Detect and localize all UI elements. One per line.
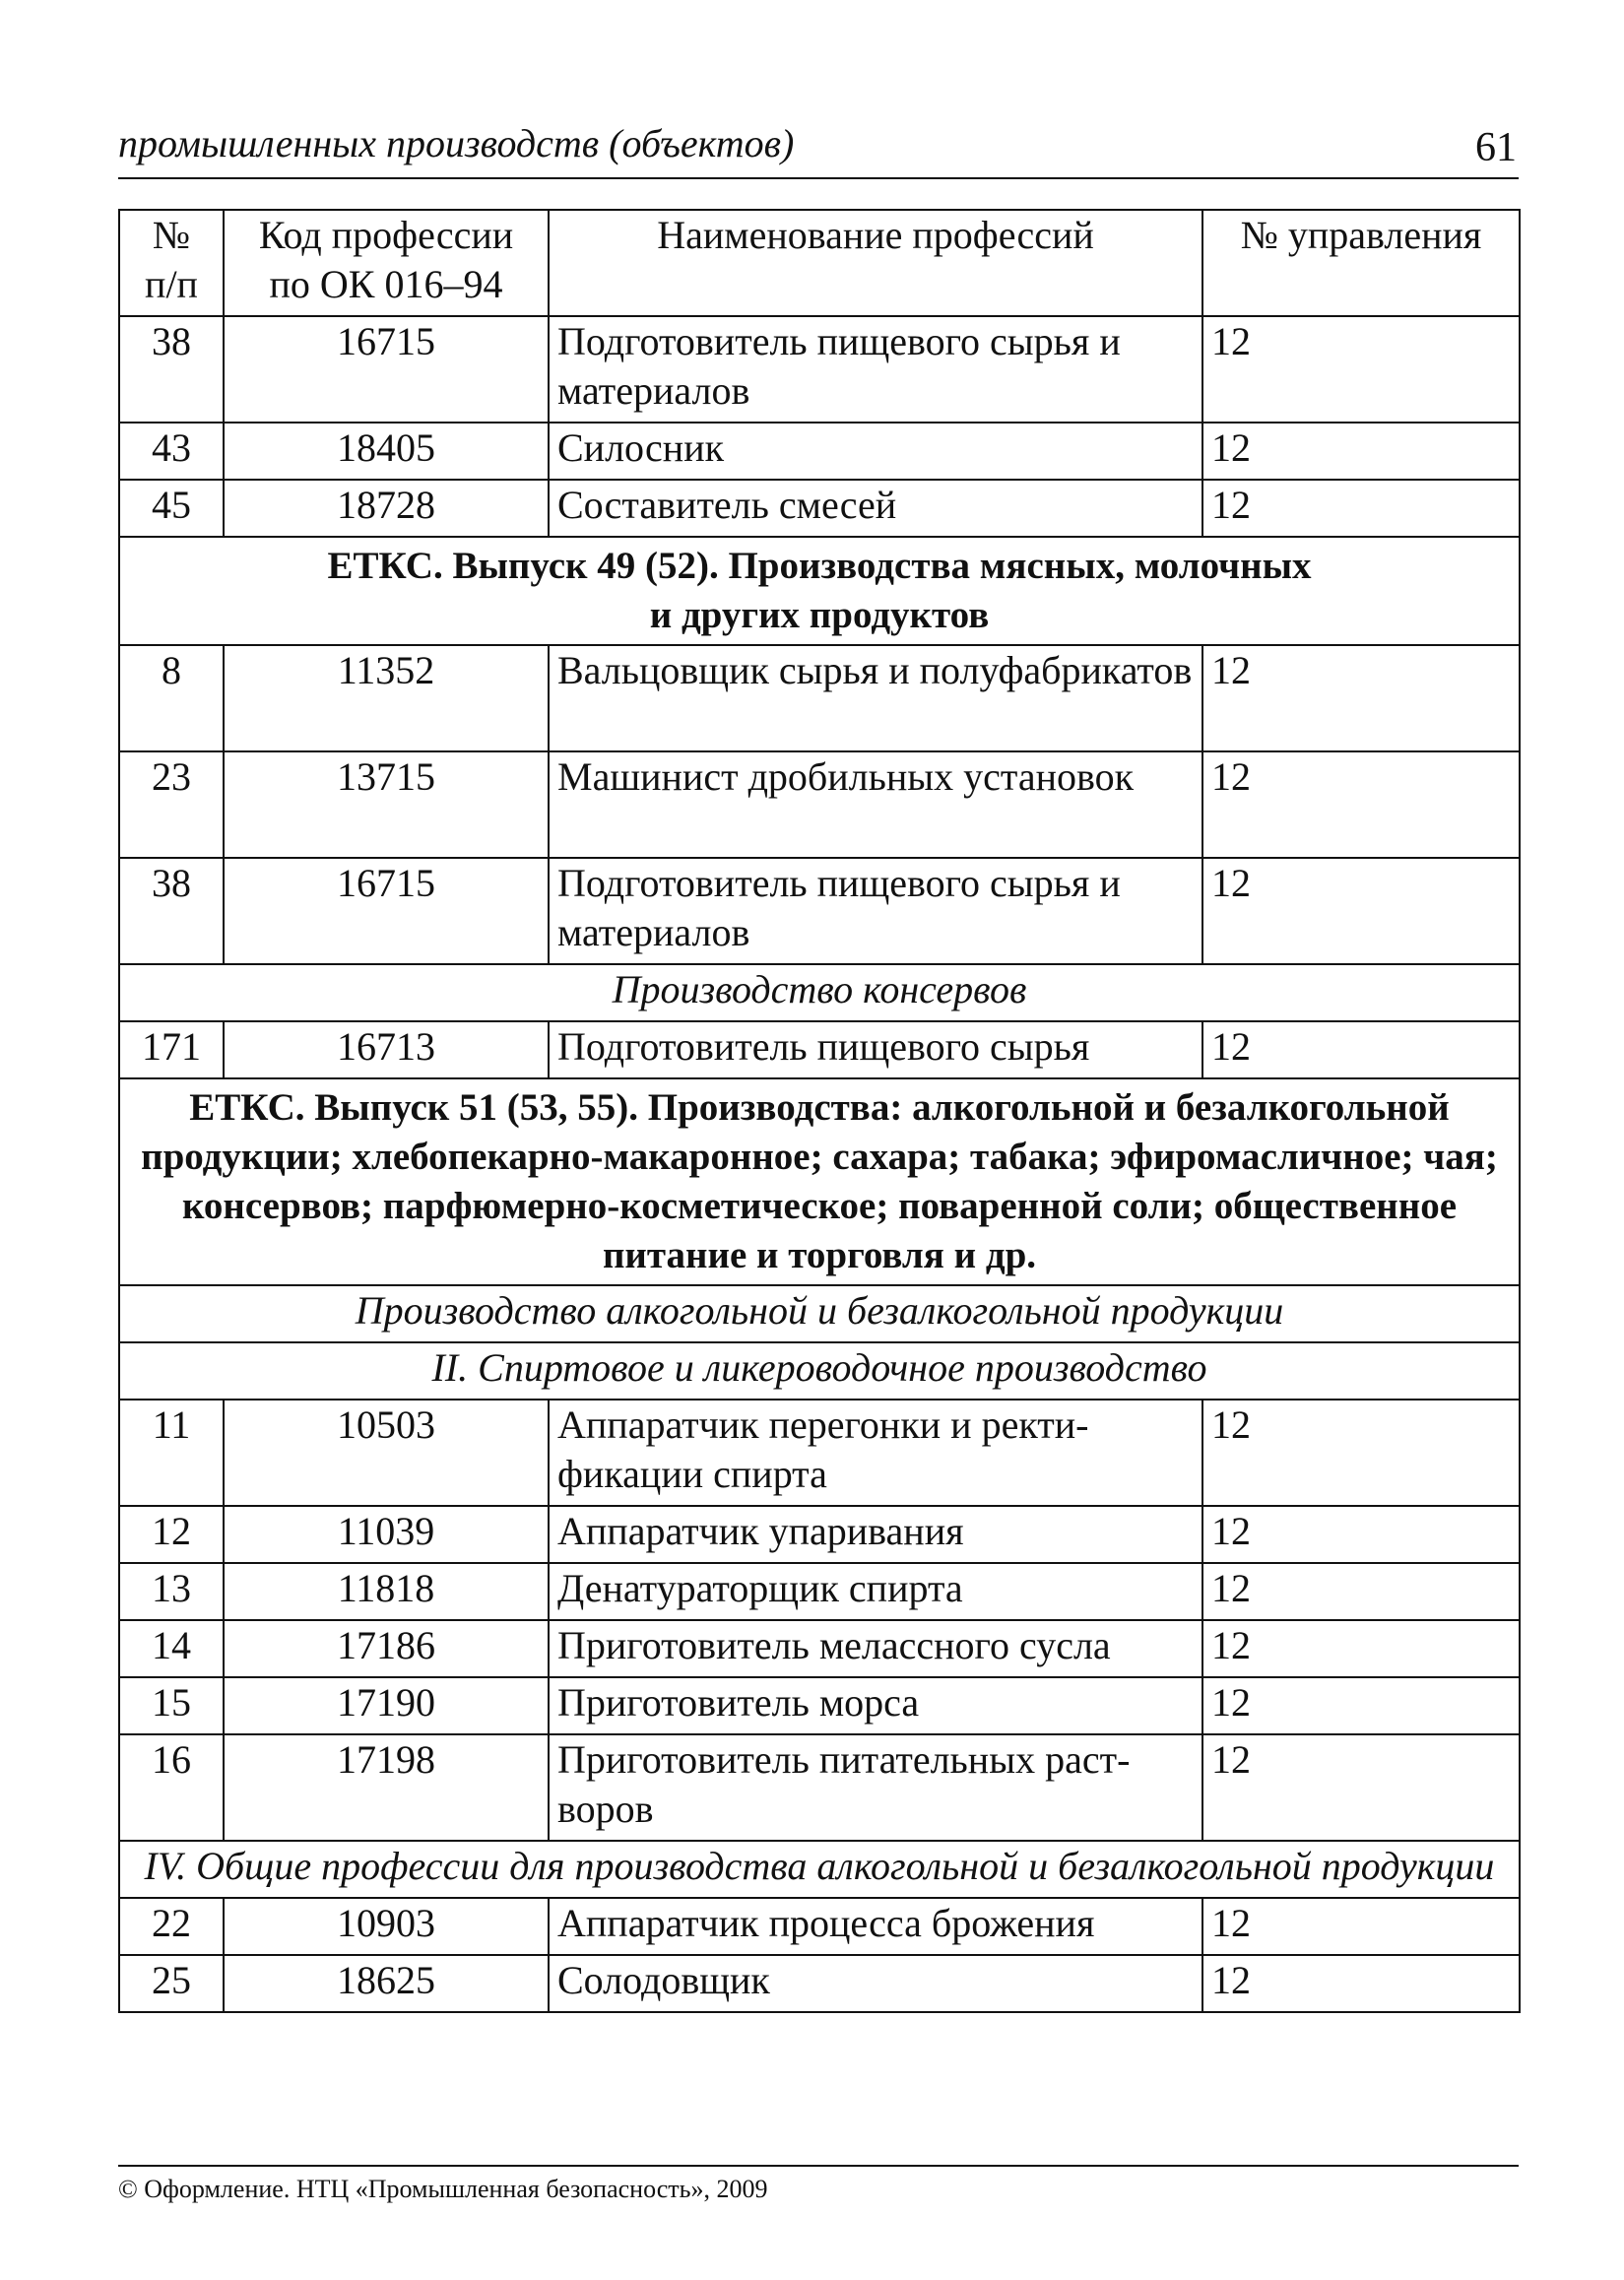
row-name: Подготовитель пищевого сырья и материалов xyxy=(549,858,1202,964)
section-row xyxy=(119,1078,1520,1285)
row-code: 18625 xyxy=(224,1955,549,2012)
table-row xyxy=(119,316,1520,423)
row-management: 12 xyxy=(1202,1400,1520,1506)
header-num-line1: № xyxy=(152,213,191,257)
header-management: № управления xyxy=(1202,210,1520,316)
row-code: 16715 xyxy=(224,316,549,423)
table-row xyxy=(119,858,1520,964)
page-number: 61 xyxy=(1475,125,1517,170)
subsection-canned: Производство консервов xyxy=(119,964,1520,1021)
row-management: 12 xyxy=(1202,1620,1520,1677)
row-num: 45 xyxy=(119,480,224,537)
header-rule xyxy=(118,177,1519,179)
row-num: 38 xyxy=(119,858,224,964)
row-code: 10903 xyxy=(224,1898,549,1955)
row-name: Приготовитель мелассного сусла xyxy=(549,1620,1202,1677)
running-head xyxy=(118,120,1517,179)
row-name: Силосник xyxy=(549,423,1202,480)
row-code: 13715 xyxy=(224,751,549,858)
row-code: 11352 xyxy=(224,645,549,751)
row-management: 12 xyxy=(1202,1506,1520,1563)
professions-table xyxy=(118,209,1521,2013)
row-code: 16713 xyxy=(224,1021,549,1078)
row-num: 38 xyxy=(119,316,224,423)
row-name: Аппаратчик процесса брожения xyxy=(549,1898,1202,1955)
subsection-row xyxy=(119,1841,1520,1898)
table-row xyxy=(119,1898,1520,1955)
row-management: 12 xyxy=(1202,480,1520,537)
section-heading-51: ЕТКС. Выпуск 51 (53, 55). Производства: алкогольной и безалкогольной продукции; хлебопекарно-макаронное; сахара; табака; эфиромасличное; чая; консервов; парфюмерно-косметическое; поваренной соли; общественное питание и торговля и др. xyxy=(119,1078,1520,1285)
row-num: 22 xyxy=(119,1898,224,1955)
table-row xyxy=(119,1955,1520,2012)
row-code: 10503 xyxy=(224,1400,549,1506)
table-row xyxy=(119,480,1520,537)
row-name: Составитель смесей xyxy=(549,480,1202,537)
header-code xyxy=(224,210,549,316)
row-num: 11 xyxy=(119,1400,224,1506)
row-code: 17186 xyxy=(224,1620,549,1677)
header-num-line2: п/п xyxy=(145,262,198,306)
row-management: 12 xyxy=(1202,1677,1520,1734)
subsection-row xyxy=(119,1342,1520,1400)
footer-copyright: © Оформление. НТЦ «Промышленная безопасность», 2009 xyxy=(118,2175,768,2203)
subsection-alcohol: Производство алкогольной и безалкогольной продукции xyxy=(119,1285,1520,1342)
row-management: 12 xyxy=(1202,1898,1520,1955)
row-num: 12 xyxy=(119,1506,224,1563)
subsection-row xyxy=(119,1285,1520,1342)
table-row xyxy=(119,423,1520,480)
row-name: Машинист дробильных установок xyxy=(549,751,1202,858)
subsection-common: IV. Общие профессии для производства алкогольной и безалкогольной продукции xyxy=(119,1841,1520,1898)
subsection-row xyxy=(119,964,1520,1021)
row-code: 17190 xyxy=(224,1677,549,1734)
row-management: 12 xyxy=(1202,1955,1520,2012)
row-num: 8 xyxy=(119,645,224,751)
row-management: 12 xyxy=(1202,645,1520,751)
table-row xyxy=(119,1021,1520,1078)
section-row xyxy=(119,537,1520,645)
table-row xyxy=(119,1506,1520,1563)
table-row xyxy=(119,1620,1520,1677)
row-num: 43 xyxy=(119,423,224,480)
row-management: 12 xyxy=(1202,1563,1520,1620)
section-heading-line1: ЕТКС. Выпуск 49 (52). Производства мясных, молочных xyxy=(327,545,1312,587)
row-management: 12 xyxy=(1202,1734,1520,1841)
row-name: Аппаратчик упаривания xyxy=(549,1506,1202,1563)
header-code-line2: по ОК 016–94 xyxy=(269,262,503,306)
table-row xyxy=(119,1734,1520,1841)
row-name: Приготовитель морса xyxy=(549,1677,1202,1734)
row-code: 11039 xyxy=(224,1506,549,1563)
row-name: Аппаратчик перегонки и ректификации спирта xyxy=(549,1400,1202,1506)
row-code: 18728 xyxy=(224,480,549,537)
row-name: Приготовитель питательных растворов xyxy=(549,1734,1202,1841)
row-name: Солодовщик xyxy=(549,1955,1202,2012)
row-code: 16715 xyxy=(224,858,549,964)
table-row xyxy=(119,1677,1520,1734)
section-heading-49 xyxy=(119,537,1520,645)
row-num: 23 xyxy=(119,751,224,858)
row-name: Подготовитель пищевого сырья и материалов xyxy=(549,316,1202,423)
row-management: 12 xyxy=(1202,423,1520,480)
row-code: 18405 xyxy=(224,423,549,480)
row-num: 16 xyxy=(119,1734,224,1841)
subsection-spirit: II. Спиртовое и ликероводочное производство xyxy=(119,1342,1520,1400)
table-header-row xyxy=(119,210,1520,316)
header-code-line1: Код профессии xyxy=(258,213,514,257)
row-num: 13 xyxy=(119,1563,224,1620)
row-code: 17198 xyxy=(224,1734,549,1841)
row-code: 11818 xyxy=(224,1563,549,1620)
header-name: Наименование профессий xyxy=(549,210,1202,316)
row-management: 12 xyxy=(1202,1021,1520,1078)
row-name: Денатураторщик спирта xyxy=(549,1563,1202,1620)
row-num: 25 xyxy=(119,1955,224,2012)
running-title: промышленных производств (объектов) xyxy=(118,121,795,165)
row-name: Вальцовщик сырья и полуфабрикатов xyxy=(549,645,1202,751)
table-row xyxy=(119,645,1520,751)
row-management: 12 xyxy=(1202,316,1520,423)
table-row xyxy=(119,1563,1520,1620)
header-num xyxy=(119,210,224,316)
row-num: 171 xyxy=(119,1021,224,1078)
row-num: 14 xyxy=(119,1620,224,1677)
row-management: 12 xyxy=(1202,858,1520,964)
table-row xyxy=(119,751,1520,858)
footer-rule xyxy=(118,2165,1519,2167)
section-heading-line2: и других продуктов xyxy=(649,594,990,636)
table-row xyxy=(119,1400,1520,1506)
row-management: 12 xyxy=(1202,751,1520,858)
row-name: Подготовитель пищевого сырья xyxy=(549,1021,1202,1078)
row-num: 15 xyxy=(119,1677,224,1734)
